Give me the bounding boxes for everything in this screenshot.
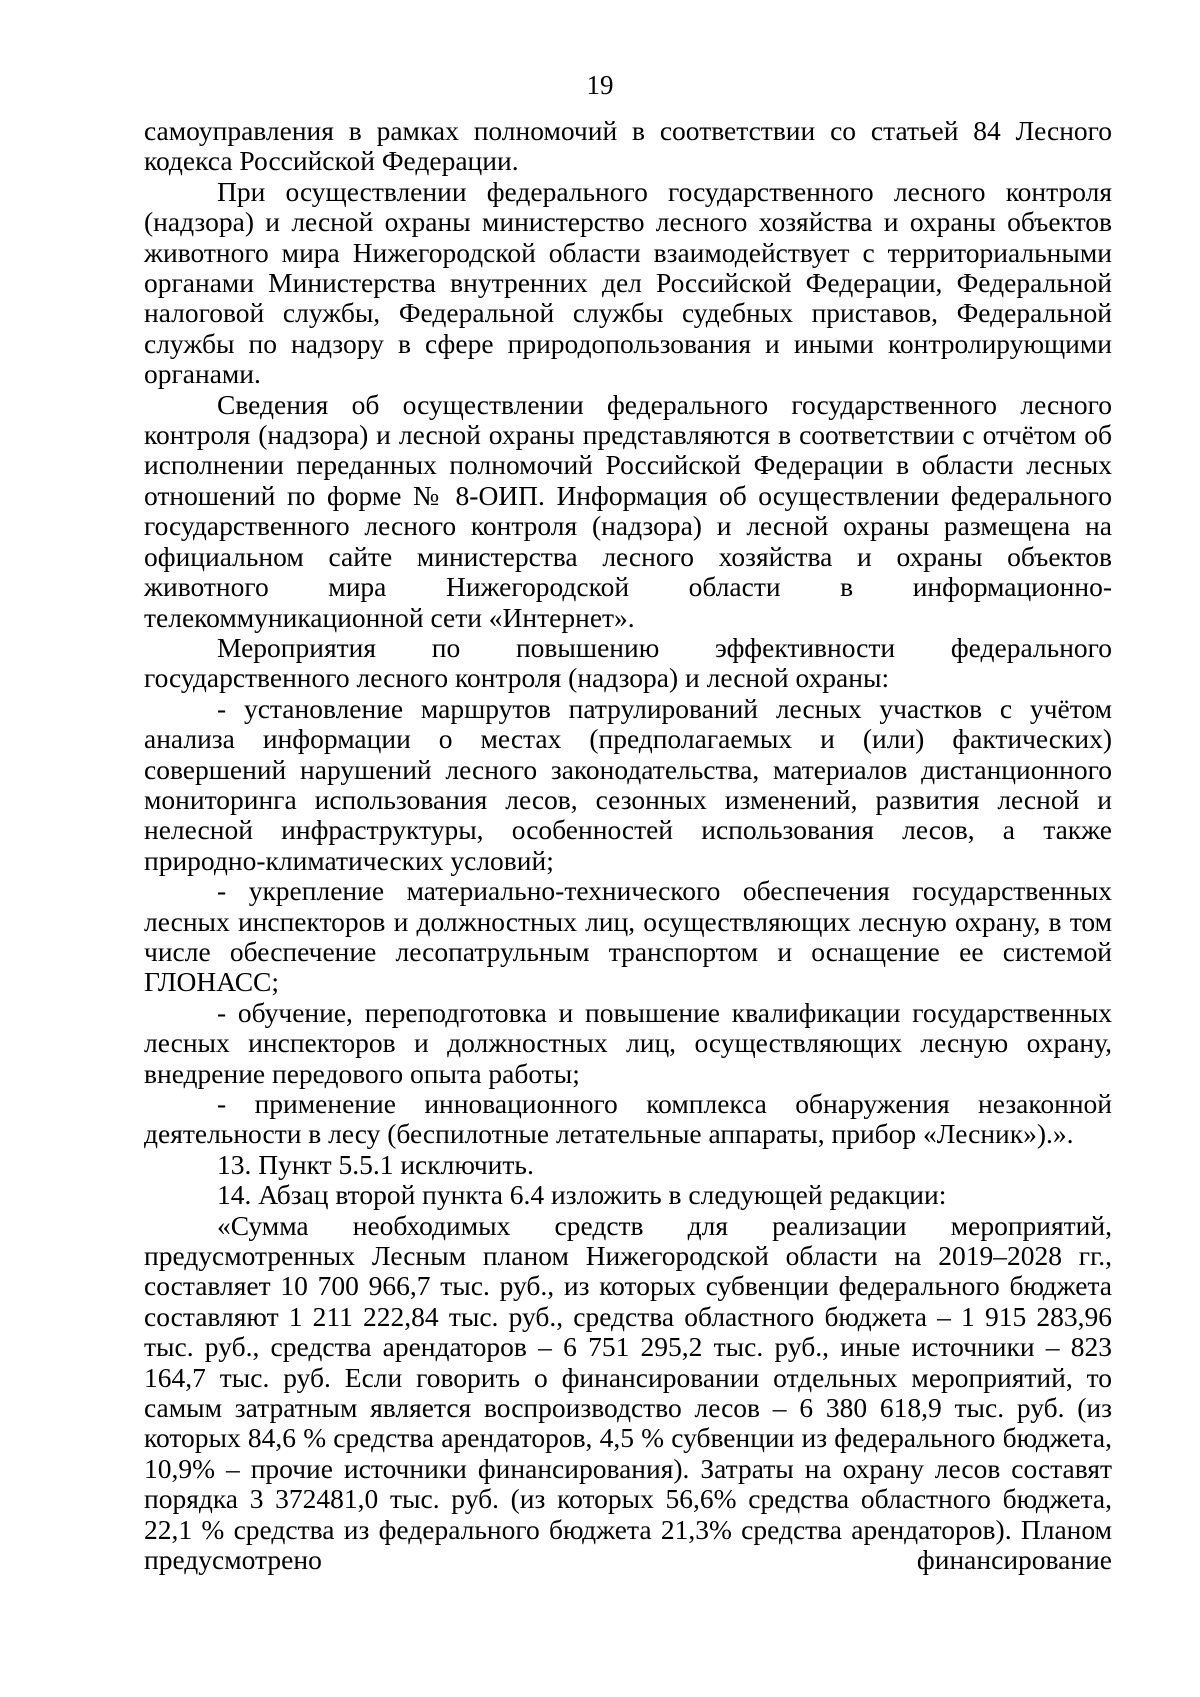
- list-item-training: - обучение, переподготовка и повышение квалификации государственных лесных инспекторов и должностных лиц, осуществляющих лесную охрану, внедрение передового опыта работы;: [144, 996, 1112, 1089]
- paragraph-item-13: 13. Пункт 5.5.1 исключить.: [217, 1148, 534, 1180]
- paragraph-financing: «Сумма необходимых средств для реализации мероприятий, предусмотренных Лесным планом Нижегородской области на 2019–2028 гг., составляет 10 700 966,7 тыс. руб., из которых субвенции федерального бюджета составляют 1 211 222,84 тыс. руб., средства областного бюджета – 1 915 283,96 тыс. руб., средства арендаторов – 6 751 295,2 тыс. руб., иные источники – 823 164,7 тыс. руб. Если говорить о финансировании отдельных мероприятий, то самым затратным является воспроизводство лесов – 6 380 618,9 тыс. руб. (из которых 84,6 % средства арендаторов, 4,5 % субвенции из федерального бюджета, 10,9% – прочие источники финансирования). Затраты на охрану лесов составят порядка 3 372481,0 тыс. руб. (из которых 56,6% средства областного бюджета, 22,1 % средства из федерального бюджета 21,3% средства арендаторов). Планом предусмотрено финансирование: [144, 1209, 1112, 1576]
- paragraph-interaction: При осуществлении федерального государственного лесного контроля (надзора) и лесной охраны министерство лесного хозяйства и охраны объектов животного мира Нижегородской области взаимодействует с территориальными органами Министерства внутренних дел Российской Федерации, Федеральной налоговой службы, Федеральной службы судебных приставов, Федеральной службы по надзору в сфере природопользования и иными контролирующими органами.: [144, 175, 1112, 390]
- list-item-innovation: - применение инновационного комплекса обнаружения незаконной деятельности в лесу (беспилотные летательные аппараты, прибор «Лесник»).».: [144, 1088, 1112, 1150]
- list-item-equipment: - укрепление материально-технического обеспечения государственных лесных инспекторов и должностных лиц, осуществляющих лесную охрану, в том числе обеспечение лесопатрульным транспортом и оснащение ее системой ГЛОНАСС;: [144, 875, 1112, 998]
- list-item-patrol-routes: - установление маршрутов патрулирований лесных участков с учётом анализа информации о местах (предполагаемых и (или) фактических) совершений нарушений лесного законодательства, материалов дистанционного мониторинга использования лесов, сезонных изменений, развития лесной и нелесной инфраструктуры, особенностей использования лесов, а также природно-климатических условий;: [144, 692, 1112, 876]
- document-body: [144, 116, 1112, 1576]
- paragraph-item-14: 14. Абзац второй пункта 6.4 изложить в следующей редакции:: [217, 1179, 947, 1211]
- paragraph-reporting: Сведения об осуществлении федерального государственного лесного контроля (надзора) и лесной охраны представляются в соответствии с отчётом об исполнении переданных полномочий Российской Федерации в области лесных отношений по форме № 8-ОИП. Информация об осуществлении федерального государственного лесного контроля (надзора) и лесной охраны размещена на официальном сайте министерства лесного хозяйства и охраны объектов животного мира Нижегородской области в информационно-телекоммуникационной сети «Интернет».: [144, 388, 1112, 633]
- paragraph-measures-intro: Мероприятия по повышению эффективности федерального государственного лесного контроля (надзора) и лесной охраны:: [144, 631, 1112, 694]
- paragraph-continuation: самоуправления в рамках полномочий в соответствии со статьей 84 Лесного кодекса Российской Федерации.: [144, 115, 1112, 177]
- page-number: 19: [586, 70, 614, 100]
